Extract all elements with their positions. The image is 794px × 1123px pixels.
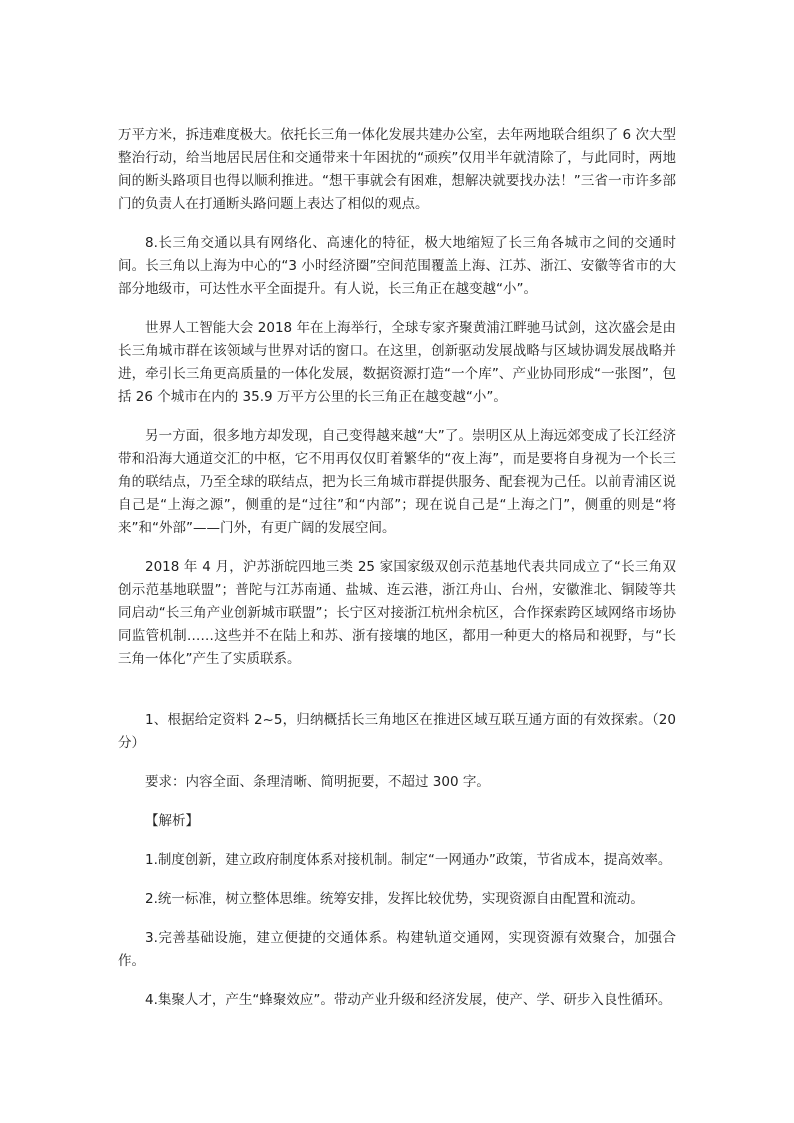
answer-point-3: 3.完善基础设施，建立便捷的交通体系。构建轨道交通网，实现资源有效聚合，加强合作。 xyxy=(118,930,676,969)
question-requirement: 要求：内容全面、条理清晰、简明扼要，不超过 300 字。 xyxy=(145,774,490,790)
answer-point-4: 4.集聚人才，产生“蜂聚效应”。带动产业升级和经济发展，使产、学、研步入良性循环。 xyxy=(145,992,672,1008)
analysis-label: 【解析】 xyxy=(145,813,199,829)
answer-point-2: 2.统一标准，树立整体思维。统筹安排，发挥比较优势，实现资源自由配置和流动。 xyxy=(145,891,644,907)
question-text: 1、根据给定资料 2~5，归纳概括长三角地区在推进区域互联互通方面的有效探索。（20 分） xyxy=(118,712,676,751)
material-paragraph-ai-conference: 世界人工智能大会 2018 年在上海举行，全球专家齐聚黄浦江畔驰马试剑，这次盛会是由长三角城市群在该领域与世界对话的窗口。在这里，创新驱动发展战略与区域协调发展战略并进，牵引长三角更高质量的一体化发展，数据资源打造“一个库”、产业协同形成“一张图”，包括 26 个城市在内的 35.9 万平方公里的长三角正在越变越“小”。 xyxy=(118,320,676,405)
material-paragraph-bigger: 另一方面，很多地方却发现，自己变得越来越“大”了。崇明区从上海远郊变成了长江经济带和沿海大通道交汇的中枢，它不用再仅仅盯着繁华的“夜上海”，而是要将自身视为一个长三角的联结点，乃至全球的联结点，把为长三角城市群提供服务、配套视为己任。以前青浦区说自己是“上海之源”，侧重的是“过往”和“内部”；现在说自己是“上海之门”，侧重的则是“将来”和“外部”——门外，有更广阔的发展空间。 xyxy=(118,428,676,536)
document-page xyxy=(118,124,676,1012)
material-paragraph-1: 万平方米，拆违难度极大。依托长三角一体化发展共建办公室，去年两地联合组织了 6 次大型整治行动，给当地居民居住和交通带来十年困扰的“顽疾”仅用半年就清除了，与此同时，两地间的断头路项目也得以顺利推进。“想干事就会有困难，想解决就要找办法！”三省一市许多部门的负责人在打通断头路问题上表达了相似的观点。 xyxy=(118,127,676,212)
material-paragraph-8: 8.长三角交通以具有网络化、高速化的特征，极大地缩短了长三角各城市之间的交通时间。长三角以上海为中心的“3 小时经济圈”空间范围覆盖上海、江苏、浙江、安徽等省市的大部分地级市，可达性水平全面提升。有人说，长三角正在越变越“小”。 xyxy=(118,235,676,297)
answer-point-1: 1.制度创新，建立政府制度体系对接机制。制定“一网通办”政策，节省成本，提高效率。 xyxy=(145,852,672,868)
material-paragraph-alliance: 2018 年 4 月，沪苏浙皖四地三类 25 家国家级双创示范基地代表共同成立了“长三角双创示范基地联盟”；普陀与江苏南通、盐城、连云港，浙江舟山、台州，安徽淮北、铜陵等共同启动“长三角产业创新城市联盟”；长宁区对接浙江杭州余杭区，合作探索跨区域网络市场协同监管机制……这些并不在陆上和苏、浙有接壤的地区，都用一种更大的格局和视野，与“长三角一体化”产生了实质联系。 xyxy=(118,559,676,667)
